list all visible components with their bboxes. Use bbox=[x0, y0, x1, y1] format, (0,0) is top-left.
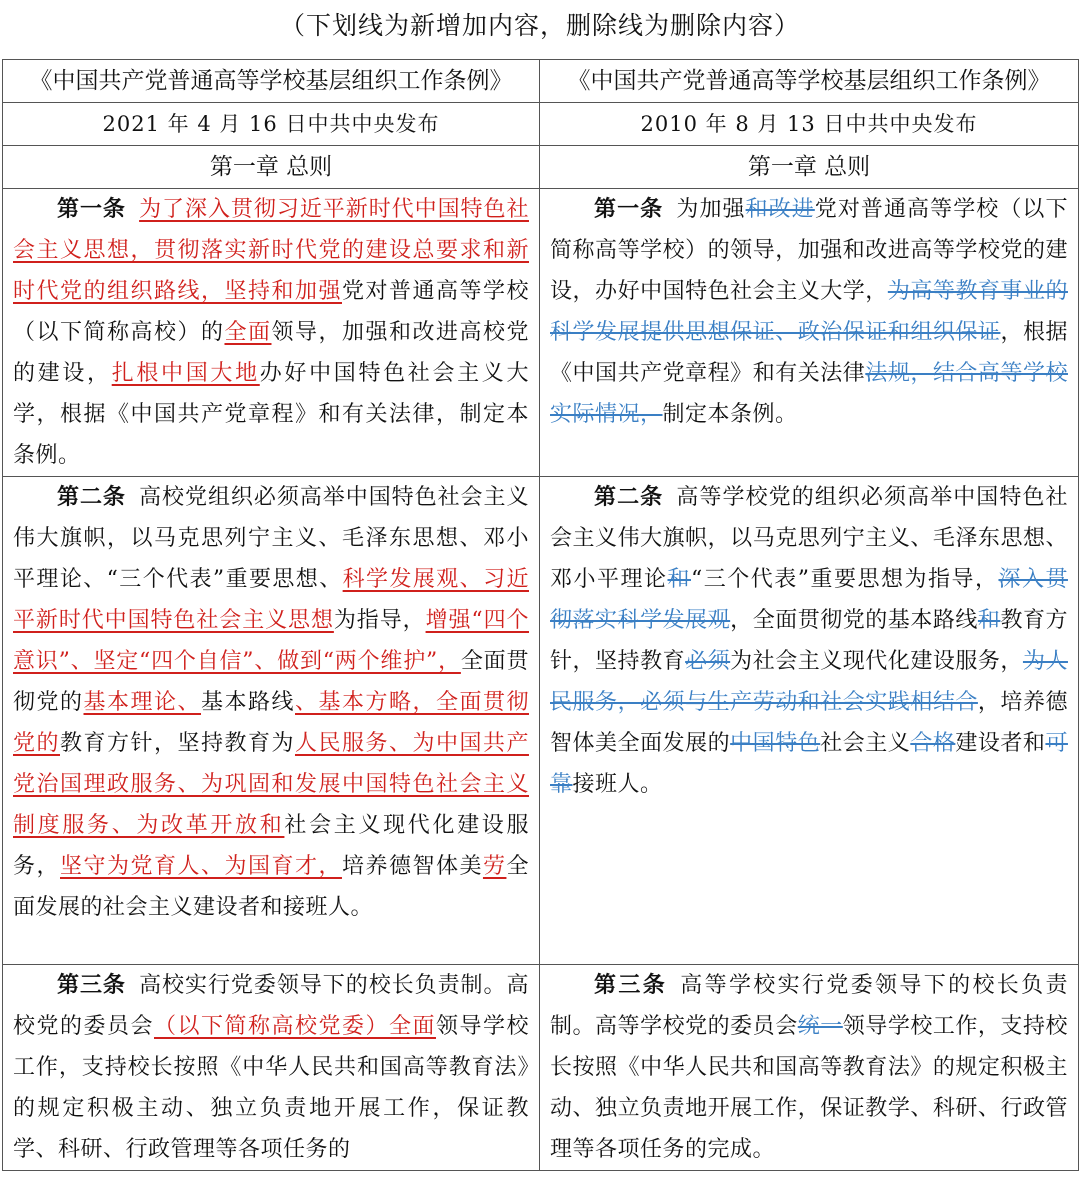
deleted-text: 中国特色 bbox=[730, 731, 821, 756]
article-row bbox=[3, 189, 1079, 477]
date-row bbox=[3, 103, 1079, 146]
article-text: 办好中国特色社会主义大学，根据《中国共产党章程》和有关法律，制定本条例。 bbox=[13, 361, 529, 468]
inserted-text: 科学发展观、习近平新时代中国特色社会主义思想 bbox=[13, 567, 529, 633]
inserted-text: 全面 bbox=[224, 320, 272, 345]
article-text: ，培养德智体美全面发展的 bbox=[550, 690, 1068, 756]
article-text: 领导学校工作，支持校长按照《中华人民共和国高等教育法》的规定积极主动、独立负责地开展工作，保证教学、科研、行政管理等各项任务的完成。 bbox=[550, 1014, 1068, 1162]
article-text: 全面发展的社会主义建设者和接班人。 bbox=[13, 854, 529, 920]
chapter-old: 第一章 总则 bbox=[540, 146, 1079, 189]
deleted-text: 深入贯彻落实科学发展观 bbox=[550, 567, 1068, 633]
article-text: 党对普通高等学校（以下简称高校）的 bbox=[13, 279, 529, 345]
inserted-text: （以下简称高校党委）全面 bbox=[154, 1014, 436, 1039]
article-text: ，全面贯彻党的基本路线 bbox=[730, 608, 978, 633]
inserted-text: 人民服务、为中国共产党治国理政服务、为巩固和发展中国特色社会主义制度服务、为改革开放和 bbox=[13, 731, 529, 838]
article-number: 第二条 bbox=[594, 485, 664, 510]
date-old: 2010 年 8 月 13 日中共中央发布 bbox=[540, 103, 1079, 146]
deleted-text: 和 bbox=[977, 608, 1001, 633]
article-text: 建设者和 bbox=[955, 731, 1046, 756]
inserted-text: 扎根中国大地 bbox=[111, 361, 260, 386]
article-text: 社会主义现代化建设服务， bbox=[13, 813, 529, 879]
article-text: ，根据《中国共产党章程》和有关法律 bbox=[550, 320, 1068, 386]
chapter-new: 第一章 总则 bbox=[3, 146, 540, 189]
article-number: 第一条 bbox=[57, 197, 126, 222]
inserted-text: 增强“四个意识”、坚定“四个自信”、做到“两个维护”， bbox=[13, 608, 529, 674]
article-text: 为社会主义现代化建设服务， bbox=[730, 649, 1023, 674]
article-row bbox=[3, 477, 1079, 965]
deleted-text: 为高等教育事业的科学发展提供思想保证、政治保证和组织保证 bbox=[550, 279, 1068, 345]
article-text: 领导学校工作，支持校长按照《中华人民共和国高等教育法》的规定积极主动、独立负责地开展工作，保证教学、科研、行政管理等各项任务的 bbox=[13, 1014, 529, 1162]
article-new bbox=[3, 189, 540, 477]
inserted-text: 、基本方略，全面贯彻党的 bbox=[13, 690, 529, 756]
deleted-text: 合格 bbox=[910, 731, 956, 756]
legend-note: （下划线为新增加内容，删除线为删除内容） bbox=[279, 11, 800, 40]
article-text: 基本路线 bbox=[201, 690, 295, 715]
inserted-text: 基本理论、 bbox=[83, 690, 201, 715]
inserted-text: 坚守为党育人、为国育才， bbox=[60, 854, 342, 879]
article-new bbox=[3, 965, 540, 1171]
deleted-text: 必须 bbox=[685, 649, 731, 674]
article-text: 高等学校党的组织必须高举中国特色社会主义伟大旗帜，以马克思列宁主义、毛泽东思想、邓小平理论 bbox=[550, 485, 1068, 592]
article-old bbox=[540, 965, 1079, 1171]
article-number: 第三条 bbox=[57, 973, 126, 998]
title-new: 《中国共产党普通高等学校基层组织工作条例》 bbox=[3, 60, 540, 103]
article-text: 制定本条例。 bbox=[662, 402, 798, 427]
article-text: 高校实行党委领导下的校长负责制。高校党的委员会 bbox=[13, 973, 529, 1039]
chapter-row bbox=[3, 146, 1079, 189]
article-text: 为指导， bbox=[333, 608, 426, 633]
article-old bbox=[540, 189, 1079, 477]
article-text: 全面贯彻党的 bbox=[13, 649, 529, 715]
deleted-text: 可靠 bbox=[550, 731, 1068, 797]
article-text: 社会主义 bbox=[820, 731, 911, 756]
title-old: 《中国共产党普通高等学校基层组织工作条例》 bbox=[540, 60, 1079, 103]
deleted-text: 法规，结合高等学校实际情况， bbox=[550, 361, 1068, 427]
inserted-text: 劳 bbox=[482, 854, 507, 879]
comparison-table bbox=[2, 59, 1079, 1171]
article-number: 第二条 bbox=[57, 485, 126, 510]
article-text: 培养德智体美 bbox=[341, 854, 483, 879]
article-text: 教育方针，坚持教育 bbox=[550, 608, 1068, 674]
article-number: 第三条 bbox=[594, 973, 668, 998]
date-new: 2021 年 4 月 16 日中共中央发布 bbox=[3, 103, 540, 146]
article-text: 领导，加强和改进高校党的建设， bbox=[13, 320, 529, 386]
article-number: 第一条 bbox=[594, 197, 664, 222]
article-text: “三个代表”重要思想为指导， bbox=[691, 567, 999, 592]
article-text: 接班人。 bbox=[572, 772, 663, 797]
article-row bbox=[3, 965, 1079, 1171]
article-text: 教育方针，坚持教育为 bbox=[60, 731, 295, 756]
article-text: 党对普通高等学校（以下简称高等学校）的领导，加强和改进高等学校党的建设，办好中国特色社会主义大学， bbox=[550, 197, 1068, 304]
article-new bbox=[3, 477, 540, 965]
deleted-text: 为人民服务，必须与生产劳动和社会实践相结合 bbox=[550, 649, 1068, 715]
article-text: 为加强 bbox=[676, 197, 746, 222]
title-row bbox=[3, 60, 1079, 103]
article-old bbox=[540, 477, 1079, 965]
article-text: 高等学校实行党委领导下的校长负责制。高等学校党的委员会 bbox=[550, 973, 1068, 1039]
deleted-text: 统一 bbox=[797, 1014, 843, 1039]
inserted-text: 为了深入贯彻习近平新时代中国特色社会主义思想，贯彻落实新时代党的建设总要求和新时代党的组织路线，坚持和加强 bbox=[13, 197, 529, 304]
deleted-text: 和 bbox=[667, 567, 691, 592]
deleted-text: 和改进 bbox=[745, 197, 815, 222]
article-text: 高校党组织必须高举中国特色社会主义伟大旗帜，以马克思列宁主义、毛泽东思想、邓小平理论、“三个代表”重要思想、 bbox=[13, 485, 529, 592]
